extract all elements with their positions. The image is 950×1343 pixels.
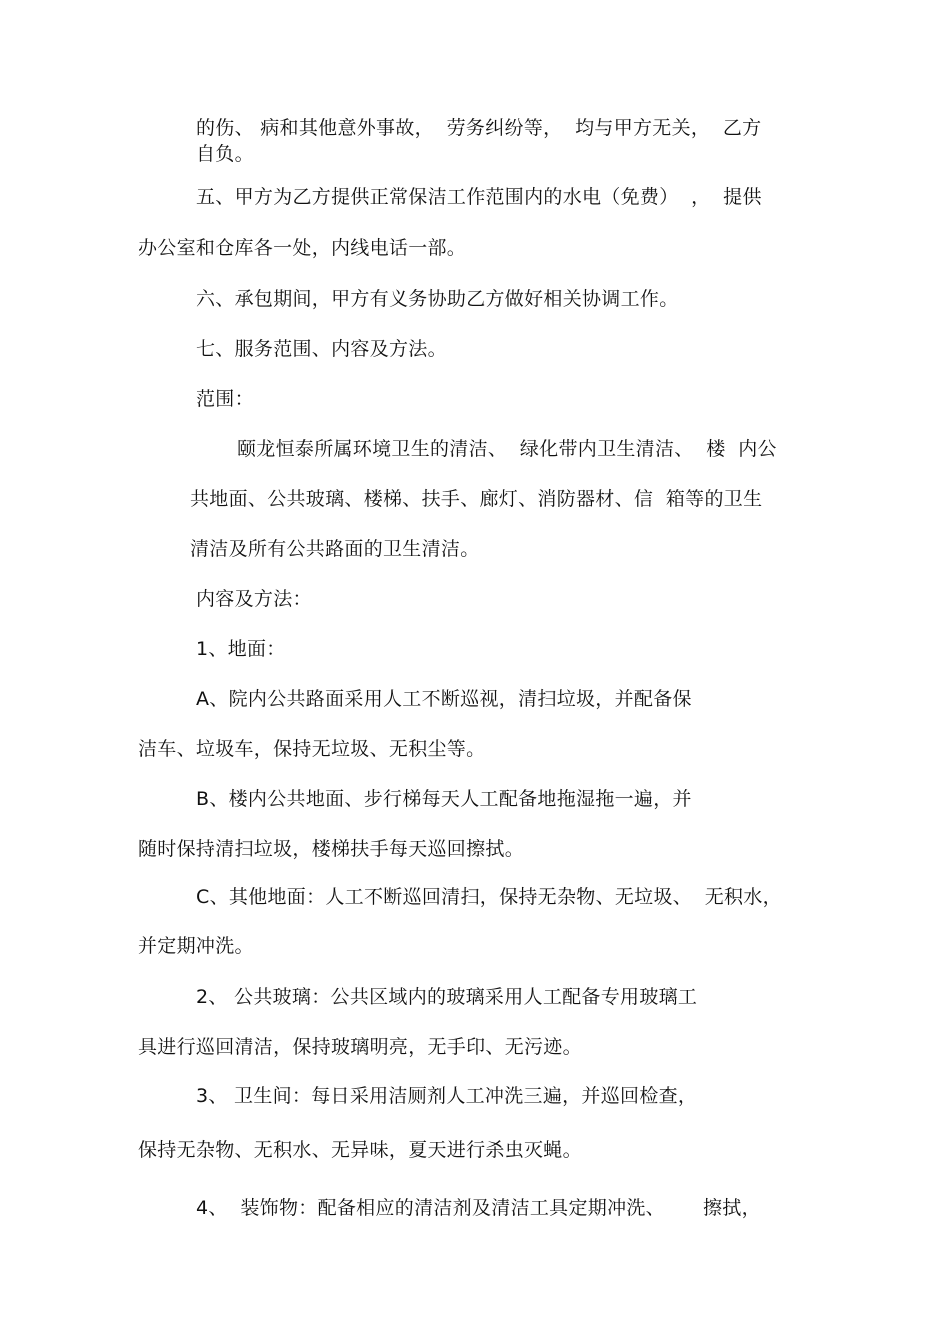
text-line: 办公室和仓库各一处，内线电话一部。 xyxy=(138,237,467,259)
text-line: 具进行巡回清洁，保持玻璃明亮，无手印、无污迹。 xyxy=(138,1036,582,1058)
text-line: 七、服务范围、内容及方法。 xyxy=(196,338,447,360)
text-line: 1、地面： xyxy=(196,638,286,660)
text-line: 自负。 xyxy=(196,143,254,165)
text-line: 六、承包期间，甲方有义务协助乙方做好相关协调工作。 xyxy=(196,288,679,310)
text-line: 随时保持清扫垃圾，楼梯扶手每天巡回擦拭。 xyxy=(138,838,525,860)
text-line: C、其他地面：人工不断巡回清扫，保持无杂物、无垃圾、 无积水， xyxy=(196,886,782,908)
text-line: 清洁及所有公共路面的卫生清洁。 xyxy=(190,538,480,560)
text-line: 3、 卫生间：每日采用洁厕剂人工冲洗三遍，并巡回检查， xyxy=(196,1085,698,1107)
text-line: A、院内公共路面采用人工不断巡视，清扫垃圾，并配备保 xyxy=(196,688,692,710)
text-line: B、楼内公共地面、步行梯每天人工配备地拖湿拖一遍，并 xyxy=(196,788,692,810)
text-line: 颐龙恒泰所属环境卫生的清洁、 绿化带内卫生清洁、 楼 内公 xyxy=(237,438,777,460)
text-line: 4、 装饰物：配备相应的清洁剂及清洁工具定期冲洗、 擦拭， xyxy=(196,1197,761,1219)
text-line: 2、 公共玻璃：公共区域内的玻璃采用人工配备专用玻璃工 xyxy=(196,986,698,1008)
text-line: 并定期冲洗。 xyxy=(138,935,254,957)
text-line: 的伤、 病和其他意外事故， 劳务纠纷等， 均与甲方无关， 乙方 xyxy=(196,117,762,139)
text-line: 范围： xyxy=(196,388,254,410)
text-line: 共地面、公共玻璃、楼梯、扶手、廊灯、消防器材、信 箱等的卫生 xyxy=(190,488,763,510)
text-line: 洁车、垃圾车，保持无垃圾、无积尘等。 xyxy=(138,738,486,760)
text-line: 五、甲方为乙方提供正常保洁工作范围内的水电（免费） ， 提供 xyxy=(196,186,762,208)
text-line: 内容及方法： xyxy=(196,588,312,610)
text-line: 保持无杂物、无积水、无异味，夏天进行杀虫灭蝇。 xyxy=(138,1139,582,1161)
